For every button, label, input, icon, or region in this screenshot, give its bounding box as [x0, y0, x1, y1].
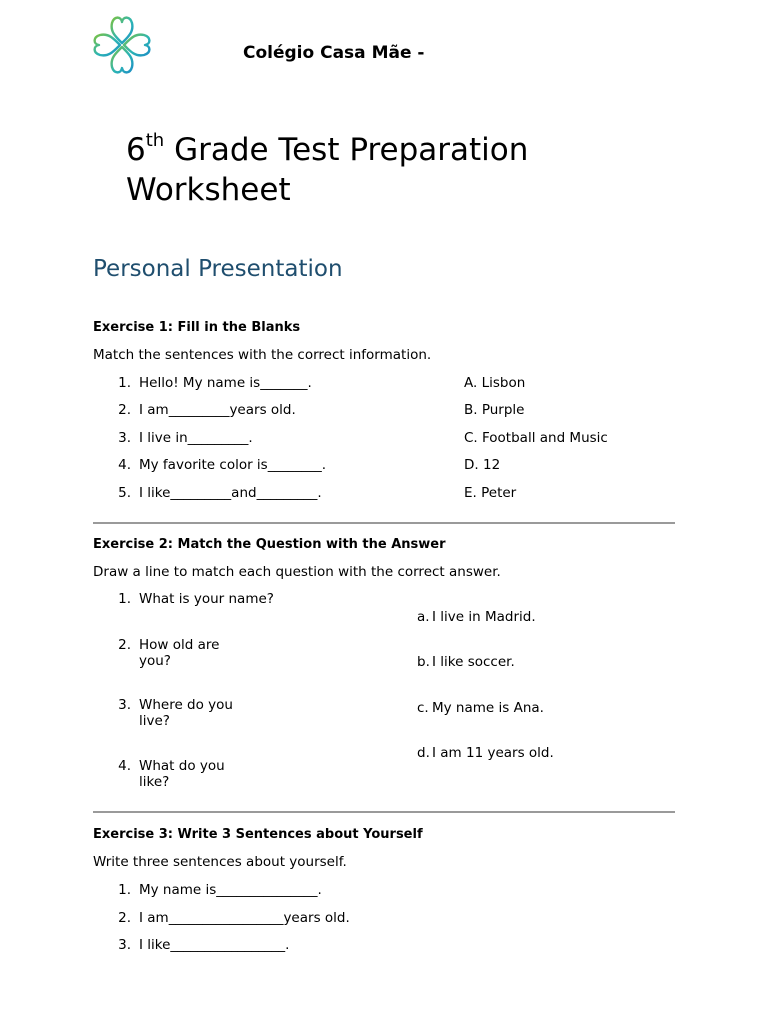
- ex1-item-number: 3.: [118, 430, 131, 446]
- ex1-item-number: 1.: [118, 375, 131, 391]
- ex2-answer-letter: a.: [417, 609, 430, 625]
- ex2-question-number: 1.: [118, 591, 131, 607]
- ex2-question-text: How old are you?: [139, 637, 220, 669]
- ex2-answer-letter: c.: [417, 700, 429, 716]
- ex2-question-number: 2.: [118, 637, 131, 653]
- title-line2: Worksheet: [126, 172, 291, 208]
- ex3-item-text: I like_________________.: [139, 937, 290, 953]
- ex2-question-number: 3.: [118, 697, 131, 713]
- clover-logo-icon: [86, 12, 158, 78]
- grade-superscript: th: [145, 130, 165, 151]
- ex3-item-number: 1.: [118, 882, 131, 898]
- ex2-question-text: What is your name?: [139, 591, 274, 607]
- ex3-item-text: I am_________________years old.: [139, 910, 350, 926]
- divider: [93, 811, 675, 813]
- ex1-option: E. Peter: [464, 485, 517, 501]
- grade-number: 6: [126, 132, 146, 168]
- page-title: [126, 130, 528, 210]
- ex1-item-text: I live in_________.: [139, 430, 253, 446]
- school-name: Colégio Casa Mãe -: [243, 43, 425, 63]
- ex1-item-number: 4.: [118, 457, 131, 473]
- ex2-question-number: 4.: [118, 758, 131, 774]
- ex1-item-text: I am_________years old.: [139, 402, 296, 418]
- ex2-answer-text: My name is Ana.: [432, 700, 544, 716]
- ex1-item-text: Hello! My name is_______.: [139, 375, 312, 391]
- ex3-item-number: 3.: [118, 937, 131, 953]
- ex1-item-number: 5.: [118, 485, 131, 501]
- exercise1-title: Exercise 1: Fill in the Blanks: [93, 320, 301, 335]
- ex2-answer-text: I live in Madrid.: [432, 609, 536, 625]
- ex3-item-number: 2.: [118, 910, 131, 926]
- ex2-question-text: Where do you live?: [139, 697, 233, 729]
- exercise2-instruction: Draw a line to match each question with the correct answer.: [93, 564, 501, 580]
- exercise1-instruction: Match the sentences with the correct information.: [93, 347, 432, 363]
- ex1-item-number: 2.: [118, 402, 131, 418]
- ex1-option: C. Football and Music: [464, 430, 608, 446]
- ex2-answer-text: I am 11 years old.: [432, 745, 554, 761]
- exercise2-title: Exercise 2: Match the Question with the Answer: [93, 537, 446, 552]
- ex3-item-text: My name is_______________.: [139, 882, 322, 898]
- ex2-question-text: What do you like?: [139, 758, 225, 790]
- ex2-answer-letter: b.: [417, 654, 430, 670]
- section-heading: Personal Presentation: [93, 256, 343, 282]
- ex1-item-text: I like_________and_________.: [139, 485, 322, 501]
- ex1-option: B. Purple: [464, 402, 525, 418]
- ex1-option: D. 12: [464, 457, 501, 473]
- ex2-answer-letter: d.: [417, 745, 430, 761]
- ex1-option: A. Lisbon: [464, 375, 526, 391]
- exercise3-instruction: Write three sentences about yourself.: [93, 854, 347, 870]
- exercise3-title: Exercise 3: Write 3 Sentences about Yourself: [93, 827, 423, 842]
- ex2-answer-text: I like soccer.: [432, 654, 515, 670]
- divider: [93, 522, 675, 524]
- title-line1: Grade Test Preparation: [174, 132, 529, 168]
- ex1-item-text: My favorite color is________.: [139, 457, 327, 473]
